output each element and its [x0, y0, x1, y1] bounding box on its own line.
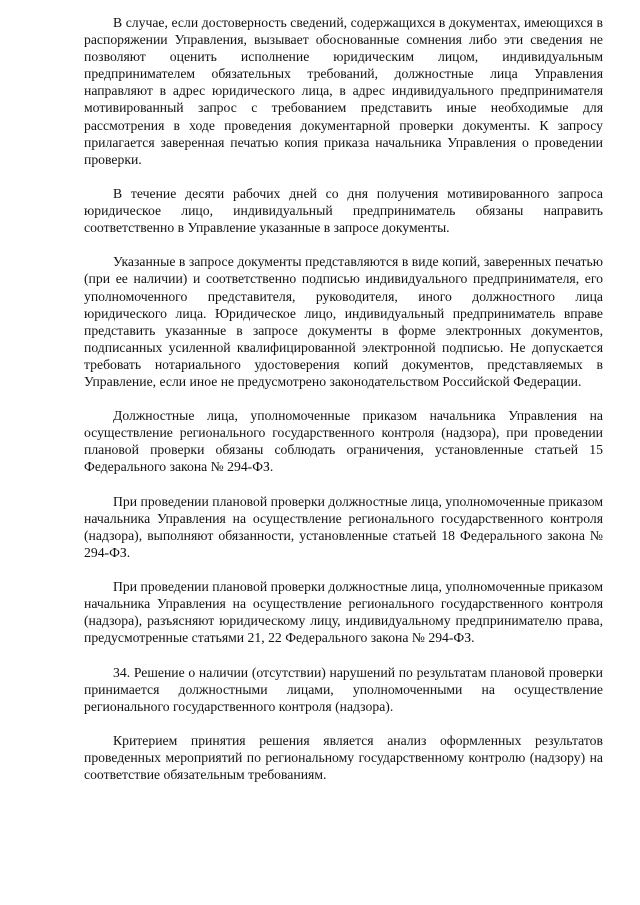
paragraph-item-34-decision: 34. Решение о наличии (отсутствии) нарушений по результатам плановой проверки принимается должностными лицами, уполномоченными на осуществление регионального государственного контроля (надзора).	[84, 664, 603, 714]
paragraph-restrictions: Должностные лица, уполномоченные приказом начальника Управления на осуществление регионального государственного контроля (надзора), при проведении плановой проверки обязаны соблюдать ограничения, установленные статьей 15 Федерального закона № 294-ФЗ.	[84, 408, 603, 475]
paragraph-document-request: В случае, если достоверность сведений, содержащихся в документах, имеющихся в распоряжении Управления, вызывает обоснованные сомнения либо эти сведения не позволяют оценить исполнение юридическим лицом, индивидуальным предпринимателем обязательных требований, должностные лица Управления направляют в адрес юридического лица, в адрес индивидуального предпринимателя мотивированный запрос с требованием представить иные необходимые для рассмотрения в ходе проведения документарной проверки документы. К запросу прилагается заверенная печатью копия приказа начальника Управления о проведении проверки.	[84, 15, 603, 167]
paragraph-copies-certification: Указанные в запросе документы представляются в виде копий, заверенных печатью (при ее наличии) и соответственно подписью индивидуального предпринимателя, его уполномоченного представителя, руководителя, иного должностного лица юридического лица. Юридическое лицо, индивидуальный предприниматель вправе представить указанные в запросе документы в форме электронных документов, подписанных усиленной квалифицированной электронной подписью. Не допускается требовать нотариального удостоверения копий документов, представляемых в Управление, если иное не предусмотрено законодательством Российской Федерации.	[84, 254, 603, 389]
paragraph-decision-criterion: Критерием принятия решения является анализ оформленных результатов проведенных мероприятий по региональному государственному контролю (надзору) на соответствие обязательным требованиям.	[84, 732, 603, 783]
paragraph-rights-explanation: При проведении плановой проверки должностные лица, уполномоченные приказом начальника Управления на осуществление регионального государственного контроля (надзора), разъясняют юридическому лицу, индивидуальному предпринимателю права, предусмотренные статьями 21, 22 Федерального закона № 294-ФЗ.	[84, 579, 603, 646]
paragraph-duties: При проведении плановой проверки должностные лица, уполномоченные приказом начальника Управления на осуществление регионального государственного контроля (надзора), выполняют обязанности, установленные статьей 18 Федерального закона № 294-ФЗ.	[84, 493, 603, 560]
paragraph-ten-days-deadline: В течение десяти рабочих дней со дня получения мотивированного запроса юридическое лицо, индивидуальный предприниматель обязаны направить соответственно в Управление указанные в запросе документы.	[84, 185, 603, 236]
